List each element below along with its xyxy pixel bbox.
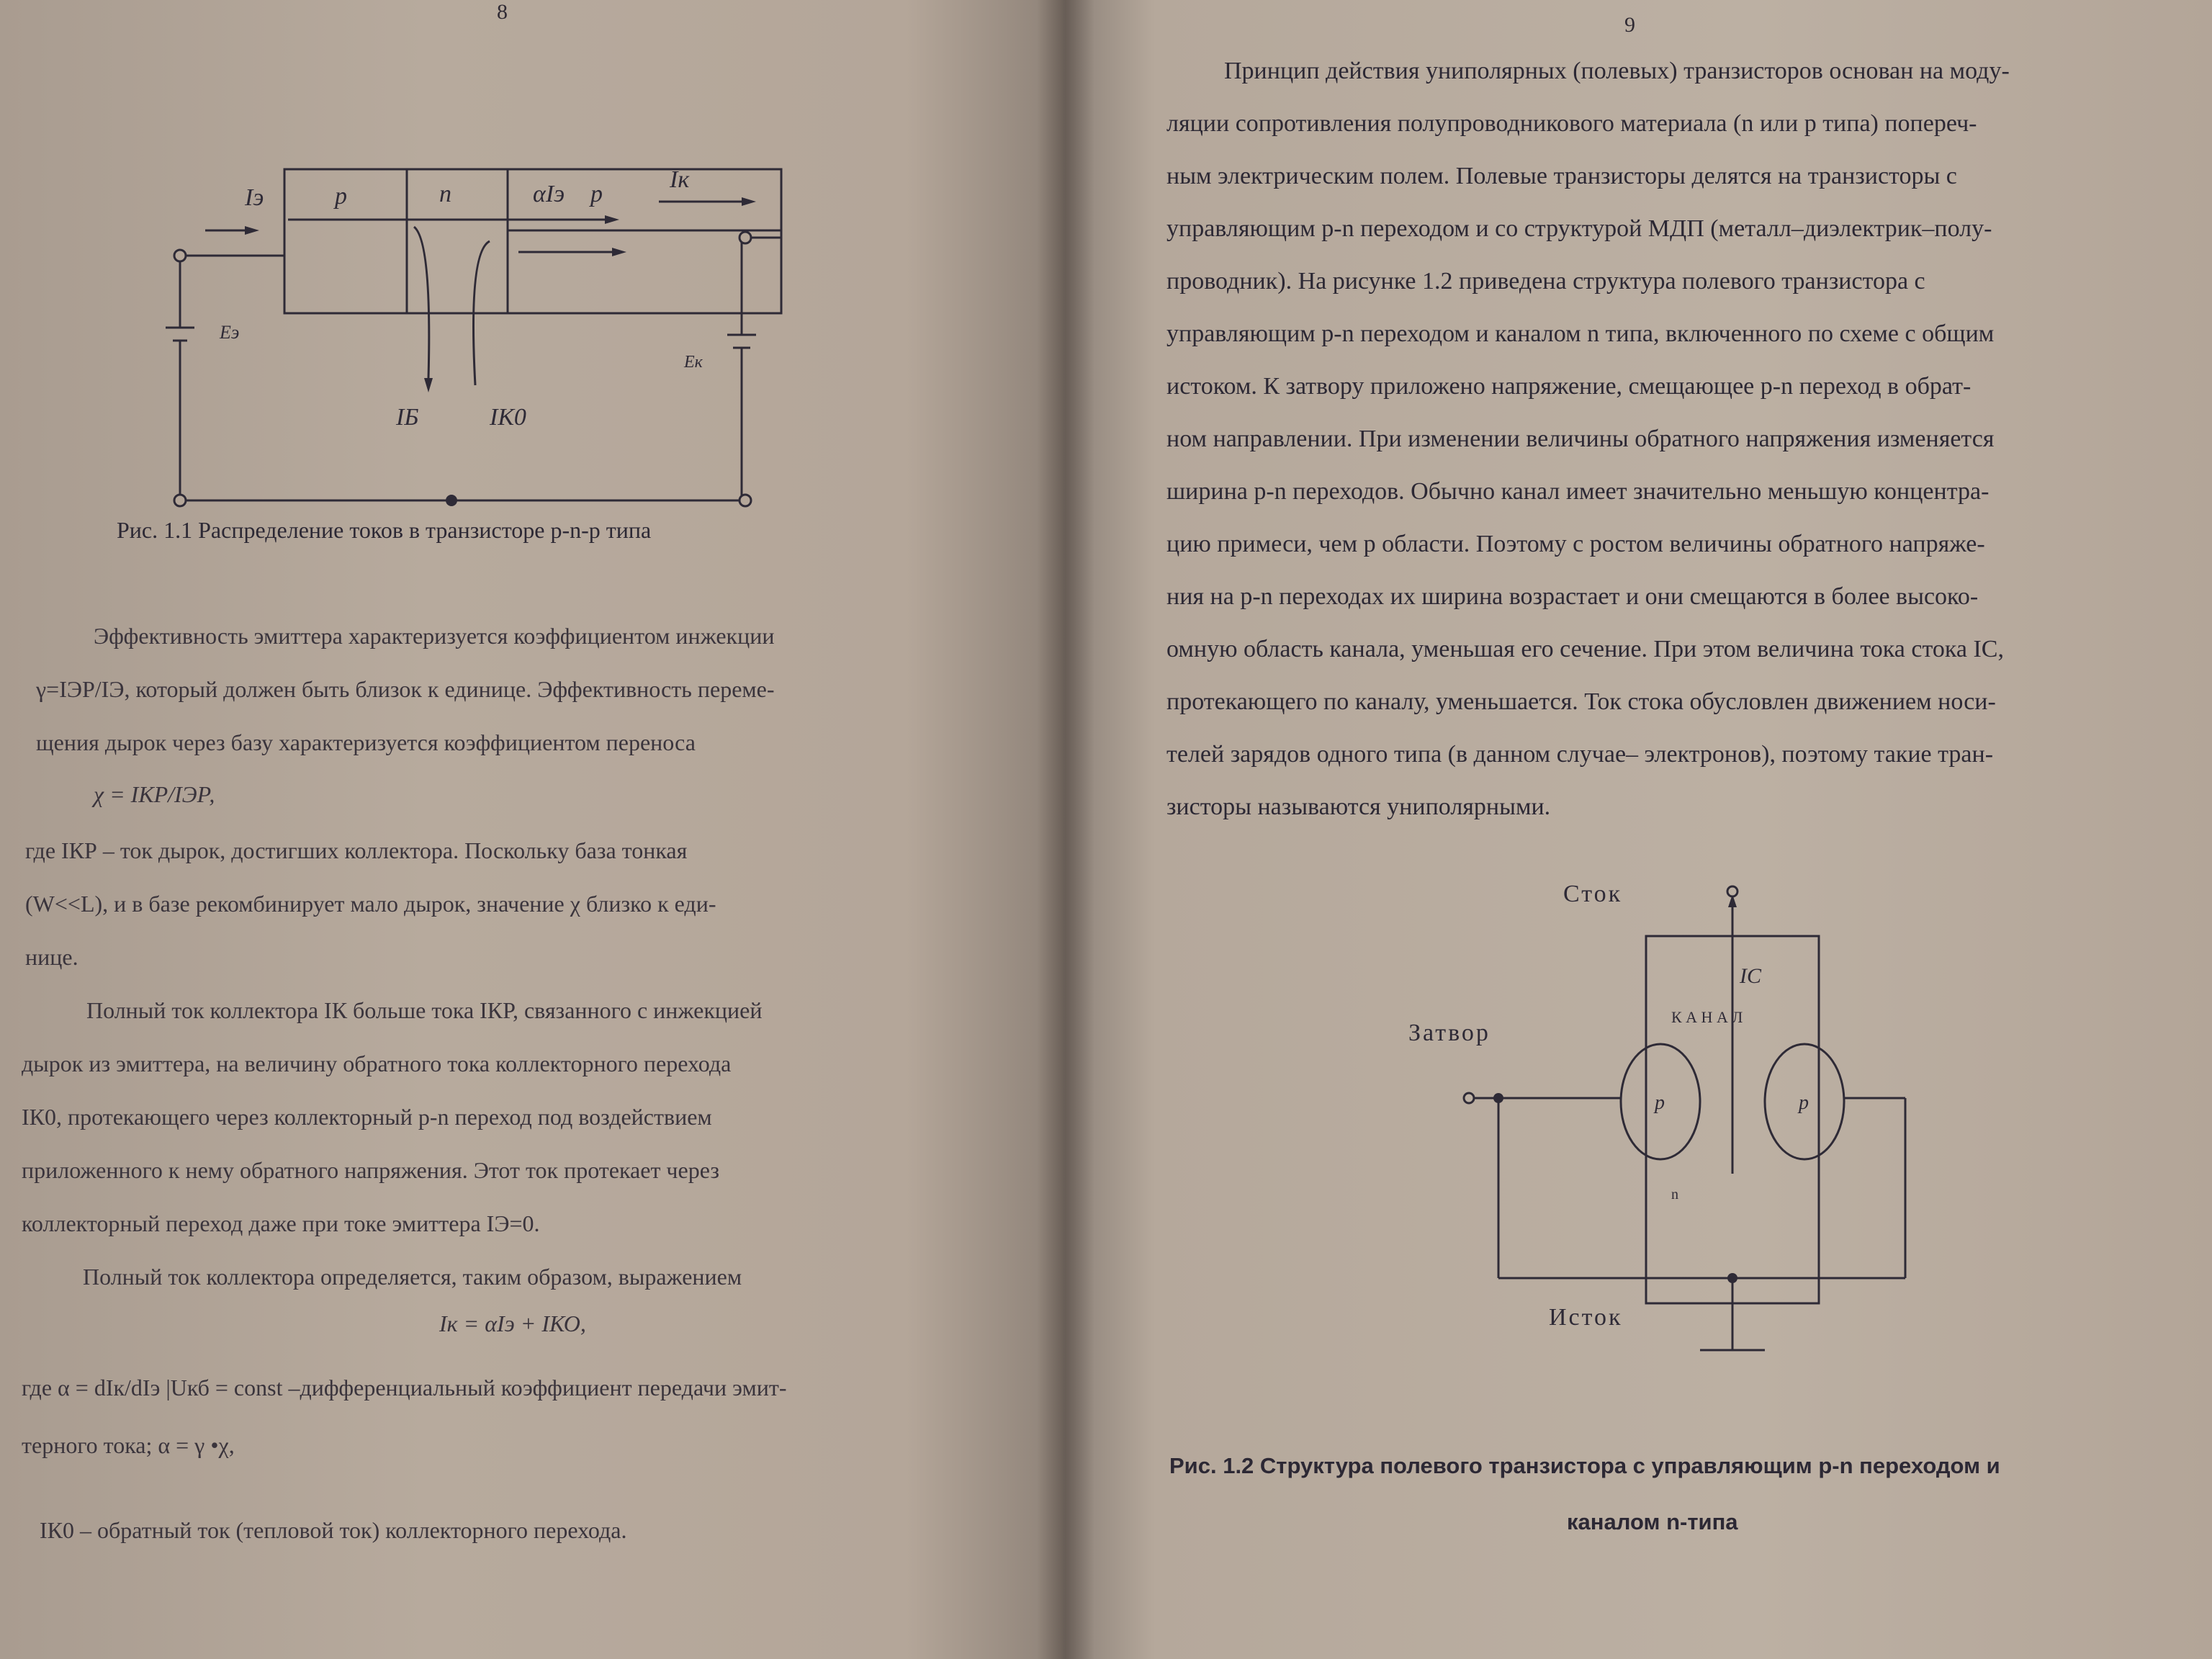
- page-number: 8: [497, 0, 508, 24]
- paragraph-line: Полный ток коллектора IК больше тока IКР, связанного с инжекцией: [86, 997, 763, 1023]
- paragraph-line: Принцип действия униполярных (полевых) транзисторов основан на моду-: [1224, 58, 2010, 84]
- label-n-channel: n: [1671, 1187, 1678, 1202]
- paragraph-line: коллекторный переход даже при токе эмиттера IЭ=0.: [22, 1210, 540, 1236]
- paragraph-line: истоком. К затвору приложено напряжение, смещающее p-n переход в обрат-: [1166, 373, 1972, 400]
- label-n-base: n: [439, 181, 451, 207]
- label-alpha-ie: αIэ: [533, 181, 565, 207]
- figure-1-2-diagram: [1394, 871, 2042, 1375]
- paragraph-line: телей зарядов одного типа (в данном случае– электронов), поэтому такие тран-: [1166, 741, 1994, 768]
- paragraph-line: γ=IЭР/IЭ, который должен быть близок к единице. Эффективность переме-: [36, 676, 775, 702]
- figure-1-1-diagram: [144, 155, 792, 515]
- paragraph-line: зисторы называются униполярными.: [1166, 793, 1551, 820]
- formula-chi: χ = IКР/IЭР,: [94, 781, 215, 807]
- label-ie: Iэ: [245, 184, 264, 211]
- paragraph-line: ляции сопротивления полупроводникового материала (n или p типа) попереч-: [1166, 110, 1977, 137]
- page-number: 9: [1624, 13, 1635, 37]
- paragraph-line: дырок из эмиттера, на величину обратного тока коллекторного перехода: [22, 1051, 732, 1076]
- label-drain: Сток: [1563, 881, 1623, 907]
- paragraph-line: ширина p-n переходов. Обычно канал имеет значительно меньшую концентра-: [1166, 478, 1990, 505]
- paragraph-line: ния на p-n переходах их ширина возрастает и они смещаются в более высоко-: [1166, 583, 1979, 610]
- paragraph-line: IК0 – обратный ток (тепловой ток) коллекторного перехода.: [40, 1517, 627, 1543]
- paragraph-line: цию примеси, чем p области. Поэтому с ростом величины обратного напряже-: [1166, 531, 1985, 557]
- paragraph-line: щения дырок через базу характеризуется коэффициентом переноса: [36, 729, 696, 755]
- paragraph-line: терного тока; α = γ •χ,: [22, 1432, 235, 1458]
- paragraph-line: (W<<L), и в базе рекомбинирует мало дырок, значение χ близко к еди-: [25, 891, 716, 917]
- paragraph-line: протекающего по каналу, уменьшается. Ток стока обусловлен движением носи-: [1166, 688, 1996, 715]
- paragraph-line: Эффективность эмиттера характеризуется коэффициентом инжекции: [94, 623, 775, 649]
- figure-1-2-caption-line2: каналом n-типа: [1567, 1509, 1738, 1534]
- label-ib: IБ: [396, 404, 419, 431]
- label-ic: IC: [1740, 964, 1761, 988]
- label-p-emitter: p: [335, 183, 347, 210]
- label-ek: Eк: [684, 353, 703, 372]
- label-p-left: p: [1655, 1092, 1665, 1114]
- paragraph-line: где α = dIк/dIэ |Uкб = const –дифференциальный коэффициент передачи эмит-: [22, 1375, 787, 1401]
- formula-ik: Iк = αIэ + IКО,: [439, 1310, 586, 1336]
- paragraph-line: омную область канала, уменьшая его сечение. При этом величина тока стока IC,: [1166, 636, 2004, 662]
- paragraph-line: IК0, протекающего через коллекторный p-n переход под воздействием: [22, 1104, 712, 1130]
- paragraph-line: нице.: [25, 944, 78, 970]
- paragraph-line: управляющим p-n переходом и со структурой МДП (металл–диэлектрик–полу-: [1166, 215, 1992, 242]
- label-source: Исток: [1549, 1304, 1623, 1331]
- label-p-right: p: [1799, 1092, 1809, 1114]
- paragraph-line: Полный ток коллектора определяется, таким образом, выражением: [83, 1264, 742, 1290]
- paragraph-line: проводник). На рисунке 1.2 приведена структура полевого транзистора с: [1166, 268, 1925, 295]
- paragraph-line: где IКР – ток дырок, достигших коллектора. Поскольку база тонкая: [25, 837, 688, 863]
- label-ee: Eэ: [220, 322, 240, 343]
- book-gutter: [1037, 0, 1094, 1659]
- label-ik0: IК0: [490, 404, 526, 431]
- paragraph-line: ном направлении. При изменении величины обратного напряжения изменяется: [1166, 426, 1995, 452]
- label-gate: Затвор: [1408, 1020, 1491, 1046]
- label-ik: Iк: [670, 166, 690, 193]
- right-page: [1063, 0, 2212, 1659]
- figure-1-1-caption: Рис. 1.1 Распределение токов в транзисторе p-n-p типа: [117, 517, 652, 543]
- left-page: [0, 0, 1066, 1659]
- paragraph-line: ным электрическим полем. Полевые транзисторы делятся на транзисторы с: [1166, 163, 1957, 189]
- paragraph-line: управляющим p-n переходом и каналом n типа, включенного по схеме с общим: [1166, 320, 1995, 347]
- label-channel: К А Н А Л: [1671, 1008, 1743, 1026]
- label-p-collector: p: [590, 181, 603, 207]
- figure-1-2-caption-line1: Рис. 1.2 Структура полевого транзистора с управляющим p-n переходом и: [1169, 1453, 2000, 1478]
- paragraph-line: приложенного к нему обратного напряжения. Этот ток протекает через: [22, 1157, 719, 1183]
